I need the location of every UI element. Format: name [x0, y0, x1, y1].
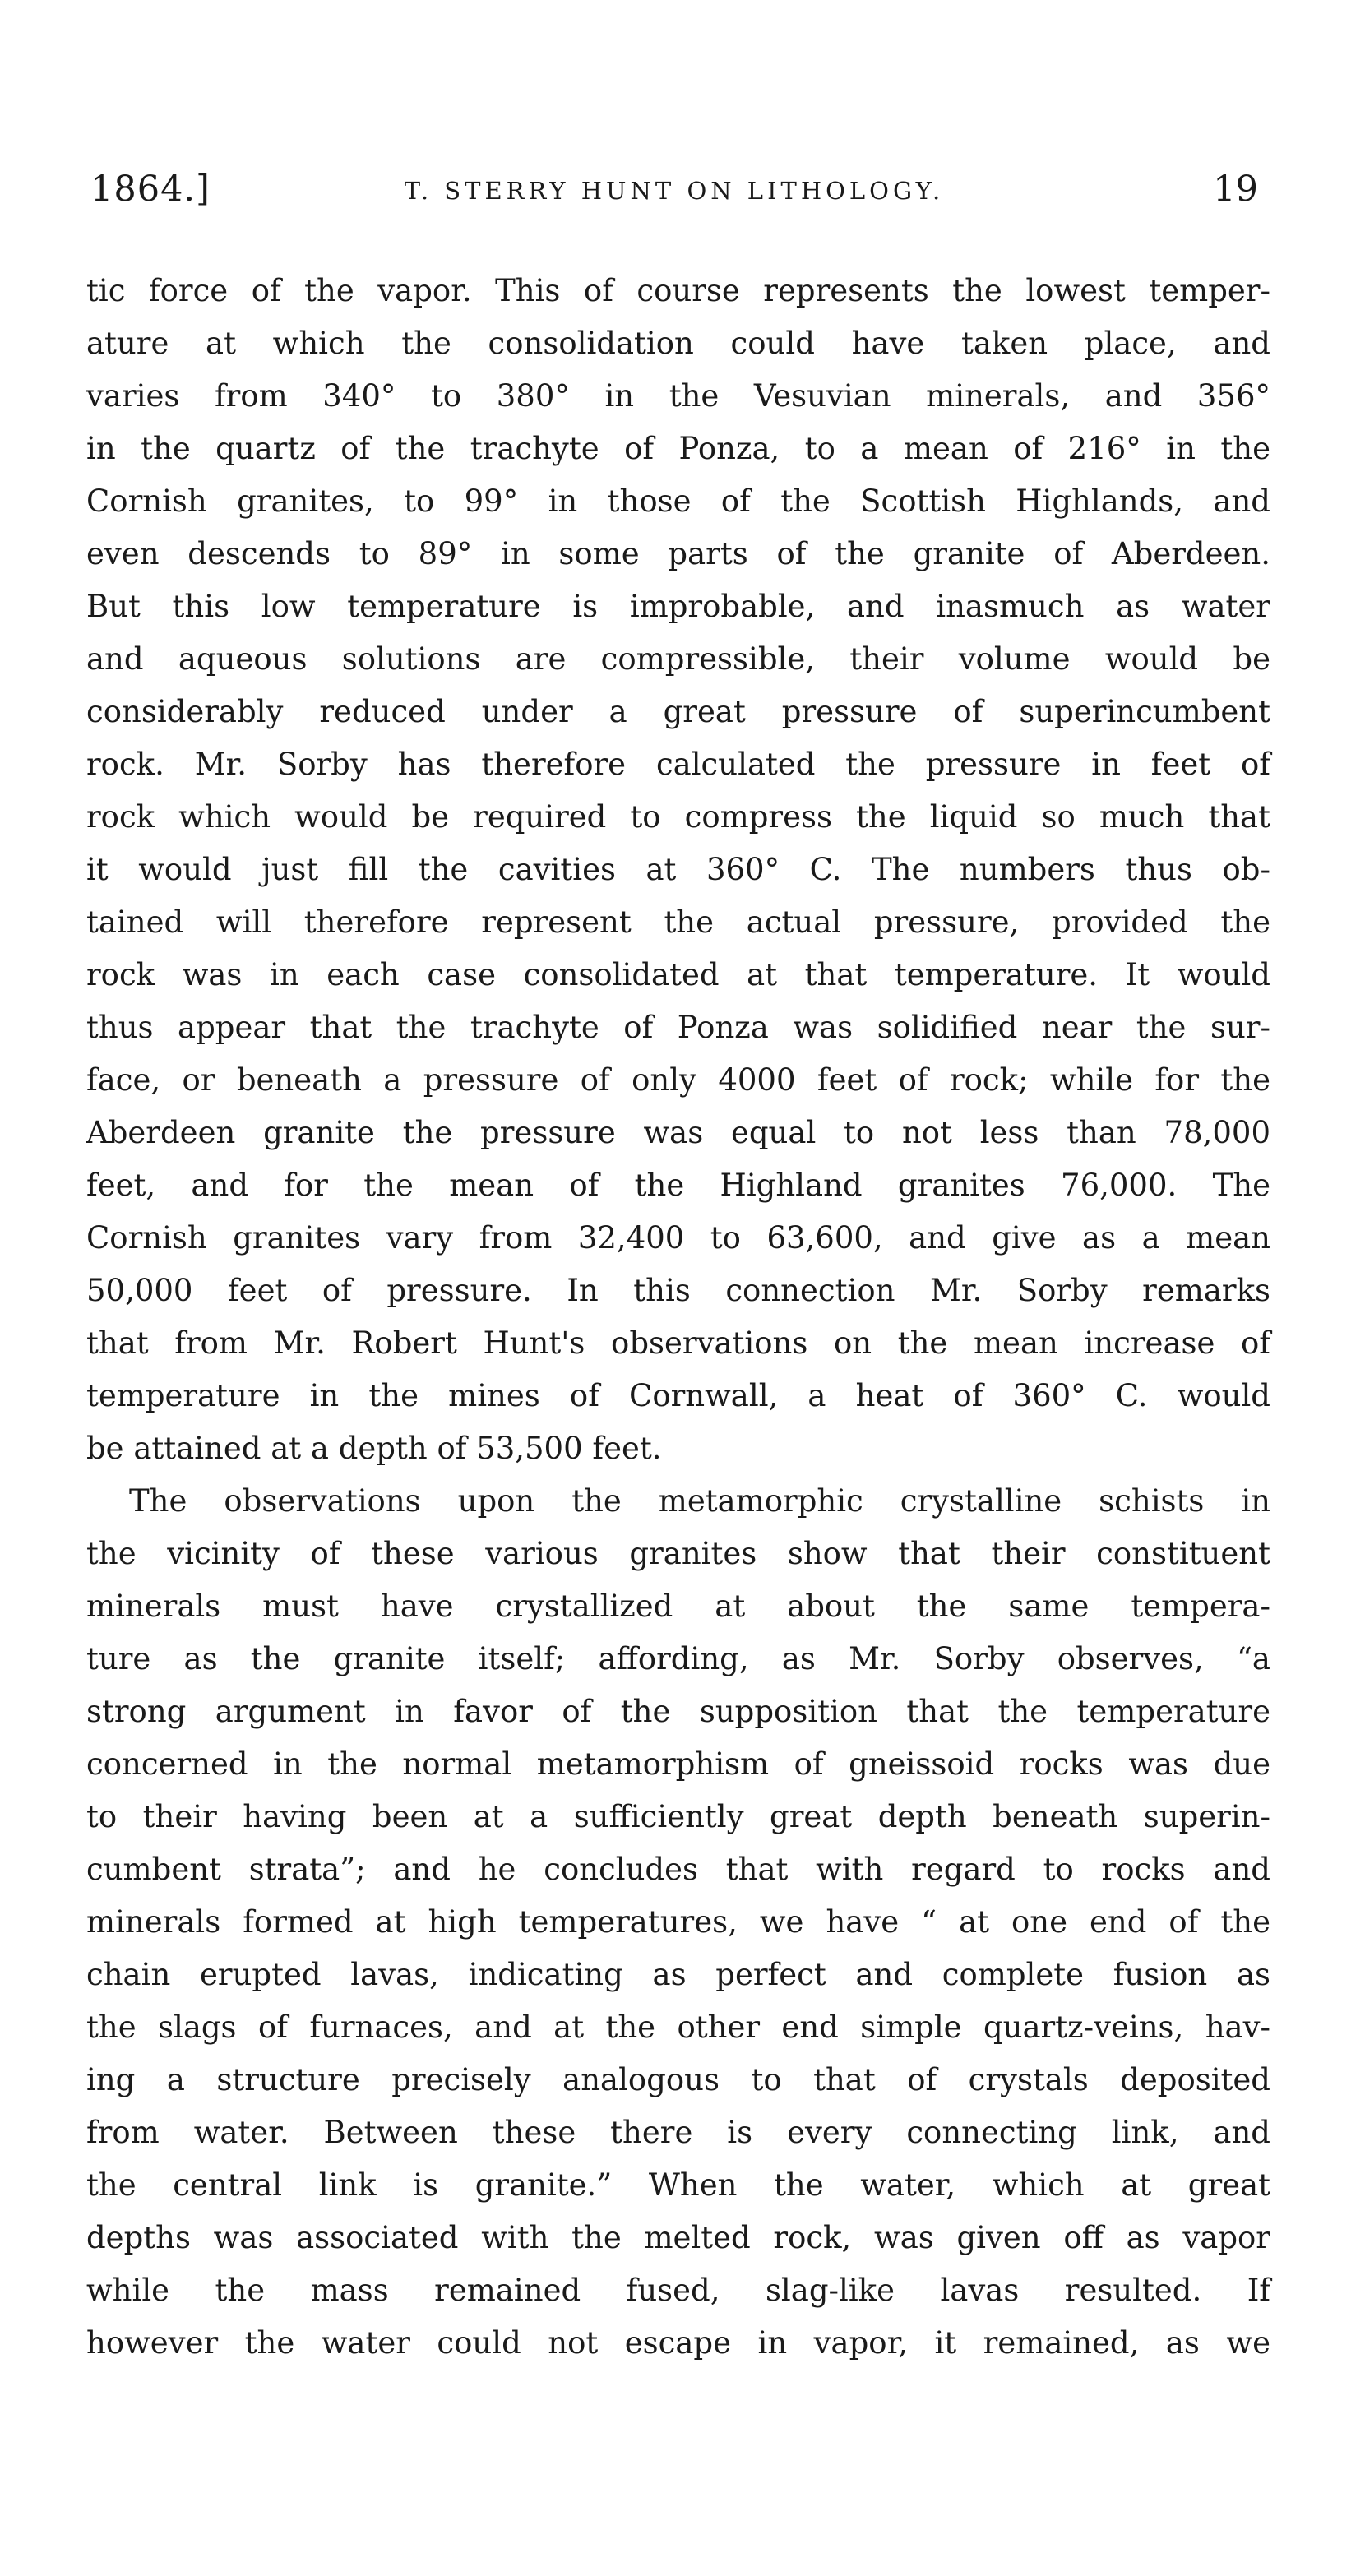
body-text — [86, 265, 1270, 2370]
text-line: rock. Mr. Sorby has therefore calculated the pressure in feet of — [86, 747, 1270, 782]
text-line: face, or beneath a pressure of only 4000 feet of rock; while for the — [86, 1062, 1270, 1098]
header-title: T. STERRY HUNT ON LITHOLOGY. — [404, 177, 945, 205]
text-line: depths was associated with the melted rock, was given off as vapor — [86, 2220, 1270, 2255]
text-line: rock was in each case consolidated at that temperature. It would — [86, 957, 1270, 992]
running-head — [90, 169, 1258, 218]
text-line: temperature in the mines of Cornwall, a heat of 360° C. would — [86, 1378, 1270, 1413]
text-line: from water. Between these there is every connecting link, and — [86, 2115, 1270, 2150]
text-line: and aqueous solutions are compressible, their volume would be — [86, 641, 1270, 677]
text-line: the central link is granite.” When the water, which at great — [86, 2167, 1270, 2203]
text-line: minerals formed at high temperatures, we have “ at one end of the — [86, 1904, 1270, 1940]
paragraph-start-line: The observations upon the metamorphic crystalline schists in — [129, 1483, 1270, 1519]
text-line: it would just fill the cavities at 360° C. The numbers thus ob- — [86, 852, 1270, 887]
text-line: to their having been at a sufficiently great depth beneath superin- — [86, 1799, 1270, 1834]
text-line: that from Mr. Robert Hunt's observations on the mean increase of — [86, 1325, 1270, 1361]
text-line: Cornish granites vary from 32,400 to 63,600, and give as a mean — [86, 1220, 1270, 1256]
header-year: 1864.] — [90, 169, 211, 210]
text-line: the vicinity of these various granites show that their constituent — [86, 1536, 1270, 1571]
text-line: ature at which the consolidation could have taken place, and — [86, 326, 1270, 361]
text-line: chain erupted lavas, indicating as perfect and complete fusion as — [86, 1957, 1270, 1992]
text-line: rock which would be required to compress the liquid so much that — [86, 799, 1270, 835]
text-line: cumbent strata”; and he concludes that with regard to rocks and — [86, 1852, 1270, 1887]
text-line: concerned in the normal metamorphism of gneissoid rocks was due — [86, 1746, 1270, 1782]
paragraph-end-line: be attained at a depth of 53,500 feet. — [86, 1431, 662, 1466]
page-number: 19 — [1213, 169, 1258, 210]
text-line: feet, and for the mean of the Highland granites 76,000. The — [86, 1168, 1270, 1203]
text-line: Aberdeen granite the pressure was equal to not less than 78,000 — [86, 1115, 1270, 1150]
text-line: Cornish granites, to 99° in those of the Scottish Highlands, and — [86, 483, 1270, 519]
text-line: considerably reduced under a great pressure of superincumbent — [86, 694, 1270, 729]
text-line: tained will therefore represent the actual pressure, provided the — [86, 904, 1270, 940]
text-line: thus appear that the trachyte of Ponza was solidified near the sur- — [86, 1010, 1270, 1045]
text-line: But this low temperature is improbable, and inasmuch as water — [86, 589, 1270, 624]
text-line: even descends to 89° in some parts of the granite of Aberdeen. — [86, 536, 1270, 571]
text-line: strong argument in favor of the supposition that the temperature — [86, 1694, 1270, 1729]
text-line: tic force of the vapor. This of course represents the lowest temper- — [86, 273, 1270, 308]
text-line: varies from 340° to 380° in the Vesuvian minerals, and 356° — [86, 378, 1270, 414]
text-line: the slags of furnaces, and at the other end simple quartz-veins, hav- — [86, 2009, 1270, 2045]
text-line: ing a structure precisely analogous to that of crystals deposited — [86, 2062, 1270, 2097]
text-line: in the quartz of the trachyte of Ponza, to a mean of 216° in the — [86, 431, 1270, 466]
text-line: ture as the granite itself; affording, as Mr. Sorby observes, “a — [86, 1641, 1270, 1676]
text-line: however the water could not escape in vapor, it remained, as we — [86, 2325, 1270, 2361]
text-line: while the mass remained fused, slag-like lavas resulted. If — [86, 2273, 1270, 2308]
text-line: minerals must have crystallized at about the same tempera- — [86, 1589, 1270, 1624]
text-line: 50,000 feet of pressure. In this connection Mr. Sorby remarks — [86, 1273, 1270, 1308]
